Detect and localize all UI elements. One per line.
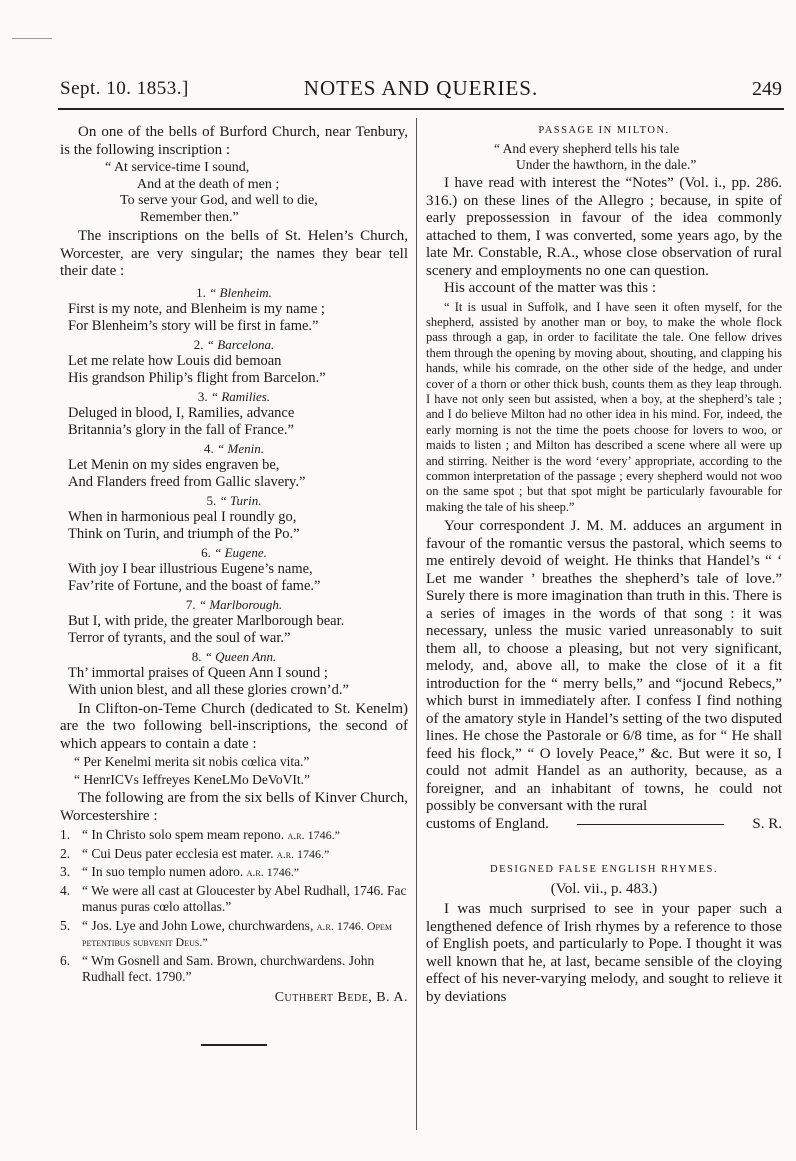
bell-verse-line: Think on Turin, and triumph of the Po.” xyxy=(68,525,300,542)
bell-heading: 4. “ Menin. xyxy=(204,440,264,456)
section-heading: PASSAGE IN MILTON. xyxy=(538,125,670,136)
burford-intro: On one of the bells of Burford Church, near Tenbury, is the following inscription : xyxy=(60,124,408,158)
section-heading: DESIGNED FALSE ENGLISH RHYMES. xyxy=(490,864,718,876)
bell-heading: 2. “ Barcelona. xyxy=(193,336,275,352)
signature-rule xyxy=(577,824,724,825)
bell-entry xyxy=(60,492,408,543)
bell-verse-line: And Flanders freed from Gallic slavery.” xyxy=(68,473,306,490)
constable-quote: “ It is usual in Suffolk, and I have seen it often myself, for the shepherd, assisted by another man or boy, to make the whole flock pass through a gap, in order to facilitate the tale. One fellow drives them through the opening by moving about, shouting, and clapping his hands, while his comrade, on the other side of the hedge, and under cover of a thorn or other thick bush, counts them as they leap through. I have not only seen but assisted, when a boy, at the shepherd’s tale ; and I do believe Milton had no other idea in his mind. For, indeed, the early morning is not the time the poets choose for lovers to woo, or maids to listen ; and Milton has described a scene where all were up and stirring. Neither is the word ‘every’ appropriate, according to the common interpretation of the passage ; every shepherd would not woo on the same spot ; but that spot might be particularly favourable for making the tale of his sheep.” xyxy=(426,299,782,514)
bell-verse-line: Fav’rite of Fortune, and the boast of fame.” xyxy=(68,577,321,594)
right-column xyxy=(426,124,782,1006)
bell-entry xyxy=(60,388,408,439)
bell-entry xyxy=(60,284,408,335)
header-rule xyxy=(58,108,784,110)
volume-reference: (Vol. vii., p. 483.) xyxy=(550,881,658,898)
bell-verse-line: But I, with pride, the greater Marlborough bear. xyxy=(68,612,345,629)
bell-heading: 7. “ Marlborough. xyxy=(185,596,283,612)
latin-inscription: “ HenrICVs Ieffreyes KeneLMo DeVoVIt.” xyxy=(74,772,311,787)
verse-line: Remember then.” xyxy=(140,209,239,225)
author-signature: Cuthbert Bede, B. A. xyxy=(274,989,408,1005)
left-column xyxy=(60,124,408,1046)
column-divider xyxy=(416,118,417,1130)
burford-verse xyxy=(60,160,408,226)
paragraph: Your correspondent J. M. M. adduces an argument in favour of the romantic versus the pastoral, which seems to me entirely devoid of weight. He thinks that Handel’s “ ‘ Let me wander ’ breathes the shepherd’s tale of love.” Surely there is more imagination than truth in this. There is a series of images in the words of that song : it was necessary, unless the music varied unreasonably to suit them all, to choose a pleasing, but not very significant, melody, and, above all, to make the close of it a fit introduction for the “ merry bells,” and “jocund Rebecs,” which burst in immediately after. I confess I find nothing of the amatory style in Handel’s setting of the two disputed lines. He chose the Pastorale or 6/8 time, as for “ He shall feed his flock,” “ O lovely Peace,” &c. But were it so, I could not admit Handel as an authority, because, as a foreigner, and an inhabitant of towns, he could not possibly be conversant with the rural xyxy=(426,518,782,815)
verse-line: To serve your God, and well to die, xyxy=(120,193,318,208)
kinver-list xyxy=(60,827,408,986)
bell-verse-line: With union blest, and all these glories crown’d.” xyxy=(68,681,349,698)
bell-entry xyxy=(60,648,408,699)
bell-verse-line: For Blenheim’s story will be first in fame.” xyxy=(68,317,319,334)
bell-entry xyxy=(60,544,408,595)
list-item: 4. “ We were all cast at Gloucester by Abel Rudhall, 1746. Fac manus puras cœlo attollas.” xyxy=(60,882,407,914)
bell-heading: 1. “ Blenheim. xyxy=(196,284,272,300)
bell-heading: 8. “ Queen Ann. xyxy=(191,648,277,664)
bell-verse-line: Let me relate how Louis did bemoan xyxy=(68,352,282,369)
list-item: 2. “ Cui Deus pater ecclesia est mater. a.r. 1746.” xyxy=(60,845,330,861)
verse-line: And at the death of men ; xyxy=(137,176,280,192)
author-initials: S. R. xyxy=(752,815,782,832)
page-header xyxy=(60,76,782,106)
bell-heading: 3. “ Ramilies. xyxy=(197,388,271,404)
bell-verse-line: Britannia’s glory in the fall of France.” xyxy=(68,421,294,438)
paragraph-end: customs of England. xyxy=(426,815,549,832)
list-item: 6. “ Wm Gosnell and Sam. Brown, churchwardens. John Rudhall fect. 1790.” xyxy=(60,952,375,984)
page-number: 249 xyxy=(752,78,782,100)
list-item: 1. “ In Christo solo spem meam repono. a.r. 1746.” xyxy=(60,827,340,842)
issue-date: Sept. 10. 1853.] xyxy=(60,78,189,99)
clifton-intro: In Clifton-on-Teme Church (dedicated to St. Kenelm) are the two following bell-inscriptions, the second of which appears to contain a date : xyxy=(60,700,408,752)
section-end-rule xyxy=(201,1044,267,1046)
bell-verse-line: His grandson Philip’s flight from Barcelon.” xyxy=(68,369,326,386)
st-helen-bells xyxy=(60,284,408,699)
journal-title: NOTES AND QUERIES. xyxy=(303,76,539,100)
list-item: 5. “ Jos. Lye and John Lowe, churchwardens, a.r. 1746. Opem petentibus subvenit Deus.” xyxy=(60,917,392,949)
bell-verse-line: Deluged in blood, I, Ramilies, advance xyxy=(68,404,295,421)
list-item: 3. “ In suo templo numen adoro. a.r. 1746.” xyxy=(60,864,300,879)
milton-quote xyxy=(426,141,782,173)
bell-heading: 6. “ Eugene. xyxy=(201,544,267,560)
bell-verse-line: When in harmonious peal I roundly go, xyxy=(68,508,297,525)
quote-line: Under the hawthorn, in the dale.” xyxy=(516,157,697,172)
st-helen-intro: The inscriptions on the bells of St. Helen’s Church, Worcester, are very singular; the names they bear tell their date : xyxy=(60,228,408,279)
bell-entry xyxy=(60,596,408,647)
kinver-intro: The following are from the six bells of Kinver Church, Worcestershire : xyxy=(60,790,408,824)
paragraph: I was much surprised to see in your paper such a lengthened defence of Irish rhymes by a reference to those of English poets, and particularly to Pope. I thought it was well known that he, at last, became sensible of the cloying effect of his never-varying melody, and sought to relieve it by deviations xyxy=(426,901,782,1005)
quote-line: “ And every shepherd tells his tale xyxy=(494,141,680,156)
bell-verse-line: Terror of tyrants, and the soul of war.” xyxy=(68,629,291,646)
bell-entry xyxy=(60,336,408,387)
bell-verse-line: First is my note, and Blenheim is my name ; xyxy=(68,300,325,317)
signature-row xyxy=(426,816,782,834)
bell-entry xyxy=(60,440,408,491)
top-margin-mark xyxy=(12,38,52,39)
verse-line: “ At service-time I sound, xyxy=(105,160,250,175)
bell-verse-line: Th’ immortal praises of Queen Ann I sound ; xyxy=(68,664,328,681)
bell-heading: 5. “ Turin. xyxy=(206,492,262,508)
paragraph: I have read with interest the “Notes” (Vol. i., pp. 286. 316.) on these lines of the Allegro ; because, in spite of early prepossession in favour of the idea commonly attached to them, I was converted, some years ago, by the late Mr. Constable, R.A., whose close observation of rural scenery and employments no one can question. xyxy=(426,175,782,279)
bell-verse-line: Let Menin on my sides engraven be, xyxy=(68,456,280,473)
paragraph: His account of the matter was this : xyxy=(444,280,657,296)
latin-inscription: “ Per Kenelmi merita sit nobis cœlica vita.” xyxy=(74,754,310,769)
bell-verse-line: With joy I bear illustrious Eugene’s name, xyxy=(68,560,313,577)
